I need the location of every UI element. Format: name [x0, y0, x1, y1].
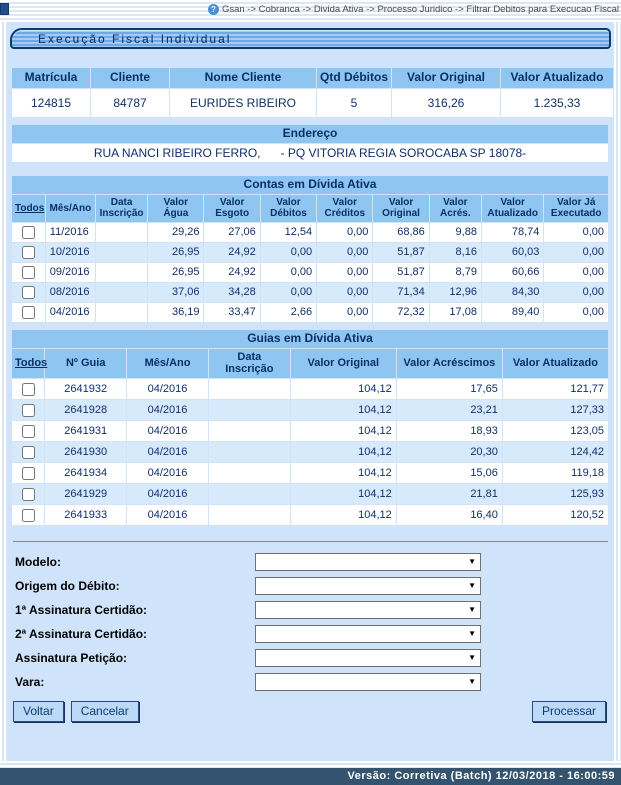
guias-header-valor-acrescimos: Valor Acréscimos	[397, 349, 502, 378]
guia-checkbox[interactable]	[22, 509, 35, 522]
guia-numero-cell: 2641932	[45, 379, 126, 399]
summary-header-cliente: Cliente	[91, 68, 169, 88]
version-text: Versão: Corretiva (Batch) 12/03/2018 - 16:00:59	[347, 770, 615, 782]
guia-data-inscricao-cell	[209, 484, 290, 504]
guias-section-title: Guias em Dívida Ativa	[12, 330, 608, 348]
conta-mes-ano-cell: 10/2016	[46, 243, 95, 262]
top-bar	[0, 0, 621, 22]
guia-valor-atualizado-cell: 123,05	[503, 421, 608, 441]
main-content	[7, 22, 614, 761]
conta-valor-acres-cell: 8,79	[430, 263, 481, 282]
conta-valor-debitos-cell: 0,00	[261, 263, 316, 282]
guias-row	[12, 400, 608, 420]
guia-data-inscricao-cell	[209, 463, 290, 483]
guia-checkbox[interactable]	[22, 425, 35, 438]
help-icon[interactable]: ?	[208, 4, 219, 15]
conta-valor-atualizado-cell: 84,30	[482, 283, 543, 302]
conta-valor-ja-executado-cell: 0,00	[544, 283, 608, 302]
form-row-assinatura-certidao-1	[15, 600, 614, 619]
contas-row	[12, 263, 608, 282]
contas-header-mes-ano: Mês/Ano	[46, 195, 95, 222]
conta-checkbox[interactable]	[22, 286, 35, 299]
conta-valor-creditos-cell: 0,00	[317, 303, 372, 322]
voltar-button[interactable]: Voltar	[13, 701, 64, 722]
origem-debito-label: Origem do Débito:	[15, 578, 120, 593]
summary-qtd-debitos: 5	[317, 89, 391, 117]
summary-table	[11, 67, 614, 118]
guia-numero-cell: 2641929	[45, 484, 126, 504]
vara-select[interactable]	[255, 673, 481, 691]
conta-valor-debitos-cell: 2,66	[261, 303, 316, 322]
conta-valor-creditos-cell: 0,00	[317, 283, 372, 302]
guia-mes-ano-cell: 04/2016	[127, 505, 208, 525]
contas-header-valor-creditos: Valor Créditos	[317, 195, 372, 222]
contas-header-valor-ja-executado: Valor Já Executado	[544, 195, 608, 222]
form-row-vara	[15, 672, 614, 691]
conta-valor-original-cell: 51,87	[373, 263, 428, 282]
conta-valor-original-cell: 51,87	[373, 243, 428, 262]
conta-valor-creditos-cell: 0,00	[317, 243, 372, 262]
guia-valor-acrescimos-cell: 16,40	[397, 505, 502, 525]
guia-valor-original-cell: 104,12	[291, 463, 396, 483]
conta-valor-creditos-cell: 0,00	[317, 223, 372, 242]
guias-row	[12, 463, 608, 483]
guia-numero-cell: 2641931	[45, 421, 126, 441]
guia-valor-original-cell: 104,12	[291, 421, 396, 441]
guias-header-valor-atualizado: Valor Atualizado	[503, 349, 608, 378]
contas-header-valor-acres: Valor Acrés.	[430, 195, 481, 222]
conta-valor-ja-executado-cell: 0,00	[544, 263, 608, 282]
conta-valor-creditos-cell: 0,00	[317, 263, 372, 282]
summary-nome-cliente: EURIDES RIBEIRO	[170, 89, 316, 117]
contas-row	[12, 303, 608, 322]
guia-valor-acrescimos-cell: 23,21	[397, 400, 502, 420]
contas-header-valor-agua: Valor Água	[148, 195, 203, 222]
cancelar-button[interactable]: Cancelar	[71, 701, 139, 722]
conta-valor-agua-cell: 36,19	[148, 303, 203, 322]
conta-valor-esgoto-cell: 24,92	[204, 263, 259, 282]
guia-data-inscricao-cell	[209, 421, 290, 441]
right-frame-edge	[614, 22, 621, 761]
dropdown-arrow-icon: ▼	[468, 580, 476, 590]
form-row-assinatura-peticao	[15, 648, 614, 667]
conta-valor-esgoto-cell: 33,47	[204, 303, 259, 322]
breadcrumb-text: Gsan -> Cobranca -> Divida Ativa -> Processo Juridico -> Filtrar Debitos para Execucao Fiscal	[221, 4, 619, 15]
summary-cliente: 84787	[91, 89, 169, 117]
guia-checkbox[interactable]	[22, 383, 35, 396]
assinatura-certidao-2-label: 2ª Assinatura Certidão:	[15, 626, 148, 641]
guia-valor-original-cell: 104,12	[291, 442, 396, 462]
conta-valor-atualizado-cell: 60,66	[482, 263, 543, 282]
guias-row	[12, 505, 608, 525]
origem-debito-select[interactable]	[255, 577, 481, 595]
form-separator	[13, 541, 608, 542]
conta-data-inscricao-cell	[96, 263, 147, 282]
guia-numero-cell: 2641933	[45, 505, 126, 525]
guia-mes-ano-cell: 04/2016	[127, 442, 208, 462]
dropdown-arrow-icon: ▼	[468, 556, 476, 566]
guia-checkbox[interactable]	[22, 467, 35, 480]
guia-valor-original-cell: 104,12	[291, 484, 396, 504]
summary-header-valor-atualizado: Valor Atualizado	[501, 68, 613, 88]
conta-valor-debitos-cell: 0,00	[261, 243, 316, 262]
guia-valor-atualizado-cell: 121,77	[503, 379, 608, 399]
guia-checkbox[interactable]	[22, 488, 35, 501]
guia-valor-atualizado-cell: 125,93	[503, 484, 608, 504]
guias-row	[12, 379, 608, 399]
conta-valor-acres-cell: 9,88	[430, 223, 481, 242]
conta-data-inscricao-cell	[96, 303, 147, 322]
left-frame-edge	[0, 22, 7, 761]
guia-valor-atualizado-cell: 119,18	[503, 463, 608, 483]
conta-valor-agua-cell: 37,06	[148, 283, 203, 302]
guia-valor-atualizado-cell: 120,52	[503, 505, 608, 525]
dropdown-arrow-icon: ▼	[468, 652, 476, 662]
page-title-bar	[10, 28, 611, 49]
button-row	[13, 701, 606, 722]
conta-valor-acres-cell: 8,16	[430, 243, 481, 262]
guia-valor-acrescimos-cell: 21,81	[397, 484, 502, 504]
guias-header-valor-original: Valor Original	[291, 349, 396, 378]
summary-header-qtd-debitos: Qtd Débitos	[317, 68, 391, 88]
guias-row	[12, 484, 608, 504]
guia-checkbox[interactable]	[22, 446, 35, 459]
conta-valor-agua-cell: 26,95	[148, 263, 203, 282]
guia-valor-acrescimos-cell: 20,30	[397, 442, 502, 462]
assinatura-certidao-1-label: 1ª Assinatura Certidão:	[15, 602, 148, 617]
footer-bar	[0, 768, 621, 785]
guia-mes-ano-cell: 04/2016	[127, 421, 208, 441]
guia-valor-acrescimos-cell: 17,65	[397, 379, 502, 399]
conta-valor-original-cell: 71,34	[373, 283, 428, 302]
endereco-value: RUA NANCI RIBEIRO FERRO, - PQ VITORIA REGIA SOROCABA SP 18078-	[12, 144, 608, 162]
contas-section-title: Contas em Dívida Ativa	[12, 176, 608, 194]
bottom-strip	[0, 761, 621, 768]
summary-header-nome-cliente: Nome Cliente	[170, 68, 316, 88]
guia-numero-cell: 2641928	[45, 400, 126, 420]
conta-mes-ano-cell: 08/2016	[46, 283, 95, 302]
guia-data-inscricao-cell	[209, 400, 290, 420]
guias-header-data-inscricao: Data Inscrição	[209, 349, 290, 378]
guia-mes-ano-cell: 04/2016	[127, 379, 208, 399]
dropdown-arrow-icon: ▼	[468, 676, 476, 686]
breadcrumb	[208, 4, 619, 15]
contas-row	[12, 283, 608, 302]
guias-header-numero-guia: Nº Guia	[45, 349, 126, 378]
conta-valor-original-cell: 72,32	[373, 303, 428, 322]
guia-mes-ano-cell: 04/2016	[127, 463, 208, 483]
conta-valor-atualizado-cell: 89,40	[482, 303, 543, 322]
conta-checkbox[interactable]	[22, 306, 35, 319]
guia-valor-atualizado-cell: 127,33	[503, 400, 608, 420]
guias-table	[11, 329, 609, 526]
conta-valor-ja-executado-cell: 0,00	[544, 243, 608, 262]
conta-valor-ja-executado-cell: 0,00	[544, 303, 608, 322]
window-logo	[0, 3, 9, 15]
contas-row	[12, 223, 608, 242]
dropdown-arrow-icon: ▼	[468, 604, 476, 614]
guia-numero-cell: 2641930	[45, 442, 126, 462]
conta-valor-esgoto-cell: 34,28	[204, 283, 259, 302]
guia-checkbox[interactable]	[22, 404, 35, 417]
conta-valor-debitos-cell: 12,54	[261, 223, 316, 242]
guia-valor-acrescimos-cell: 18,93	[397, 421, 502, 441]
select-all-guias-link[interactable]: Todos	[15, 357, 48, 370]
conta-valor-agua-cell: 29,26	[148, 223, 203, 242]
form-row-origem-debito	[15, 576, 614, 595]
guia-data-inscricao-cell	[209, 379, 290, 399]
contas-header-valor-esgoto: Valor Esgoto	[204, 195, 259, 222]
assinatura-peticao-label: Assinatura Petição:	[15, 650, 128, 665]
conta-valor-original-cell: 68,86	[373, 223, 428, 242]
conta-valor-esgoto-cell: 27,06	[204, 223, 259, 242]
summary-valor-atualizado: 1.235,33	[501, 89, 613, 117]
assinatura-peticao-select[interactable]	[255, 649, 481, 667]
summary-header-matricula: Matrícula	[12, 68, 90, 88]
page-title: Execução Fiscal Individual	[38, 31, 232, 46]
modelo-select[interactable]	[255, 553, 481, 571]
guia-data-inscricao-cell	[209, 442, 290, 462]
guia-mes-ano-cell: 04/2016	[127, 484, 208, 504]
select-all-contas-link[interactable]: Todos	[15, 202, 45, 214]
conta-mes-ano-cell: 04/2016	[46, 303, 95, 322]
guia-data-inscricao-cell	[209, 505, 290, 525]
guias-row	[12, 442, 608, 462]
guia-numero-cell: 2641934	[45, 463, 126, 483]
processar-button[interactable]: Processar	[532, 701, 606, 722]
summary-header-valor-original: Valor Original	[392, 68, 500, 88]
contas-header-valor-original: Valor Original	[373, 195, 428, 222]
endereco-table	[11, 124, 609, 163]
conta-checkbox[interactable]	[22, 246, 35, 259]
conta-valor-acres-cell: 12,96	[430, 283, 481, 302]
dropdown-arrow-icon: ▼	[468, 628, 476, 638]
guia-valor-atualizado-cell: 124,42	[503, 442, 608, 462]
guia-valor-original-cell: 104,12	[291, 505, 396, 525]
endereco-header: Endereço	[12, 125, 608, 143]
assinatura-certidao-2-select[interactable]	[255, 625, 481, 643]
conta-valor-atualizado-cell: 78,74	[482, 223, 543, 242]
conta-mes-ano-cell: 09/2016	[46, 263, 95, 282]
contas-row	[12, 243, 608, 262]
conta-checkbox[interactable]	[22, 226, 35, 239]
guia-valor-original-cell: 104,12	[291, 400, 396, 420]
conta-valor-atualizado-cell: 60,03	[482, 243, 543, 262]
conta-mes-ano-cell: 11/2016	[46, 223, 95, 242]
guia-valor-original-cell: 104,12	[291, 379, 396, 399]
guia-mes-ano-cell: 04/2016	[127, 400, 208, 420]
contas-header-data-inscricao: Data Inscrição	[96, 195, 147, 222]
form-row-assinatura-certidao-2	[15, 624, 614, 643]
conta-valor-agua-cell: 26,95	[148, 243, 203, 262]
conta-data-inscricao-cell	[96, 283, 147, 302]
conta-data-inscricao-cell	[96, 243, 147, 262]
contas-header-valor-atualizado: Valor Atualizado	[482, 195, 543, 222]
guias-header-mes-ano: Mês/Ano	[127, 349, 208, 378]
conta-data-inscricao-cell	[96, 223, 147, 242]
conta-valor-debitos-cell: 0,00	[261, 283, 316, 302]
modelo-label: Modelo:	[15, 554, 61, 569]
guia-valor-acrescimos-cell: 15,06	[397, 463, 502, 483]
conta-checkbox[interactable]	[22, 266, 35, 279]
conta-valor-esgoto-cell: 24,92	[204, 243, 259, 262]
contas-header-valor-debitos: Valor Débitos	[261, 195, 316, 222]
contas-table	[11, 175, 609, 323]
conta-valor-ja-executado-cell: 0,00	[544, 223, 608, 242]
vara-label: Vara:	[15, 674, 45, 689]
summary-matricula: 124815	[12, 89, 90, 117]
assinatura-certidao-1-select[interactable]	[255, 601, 481, 619]
conta-valor-acres-cell: 17,08	[430, 303, 481, 322]
form-row-modelo	[15, 552, 614, 571]
summary-valor-original: 316,26	[392, 89, 500, 117]
guias-row	[12, 421, 608, 441]
